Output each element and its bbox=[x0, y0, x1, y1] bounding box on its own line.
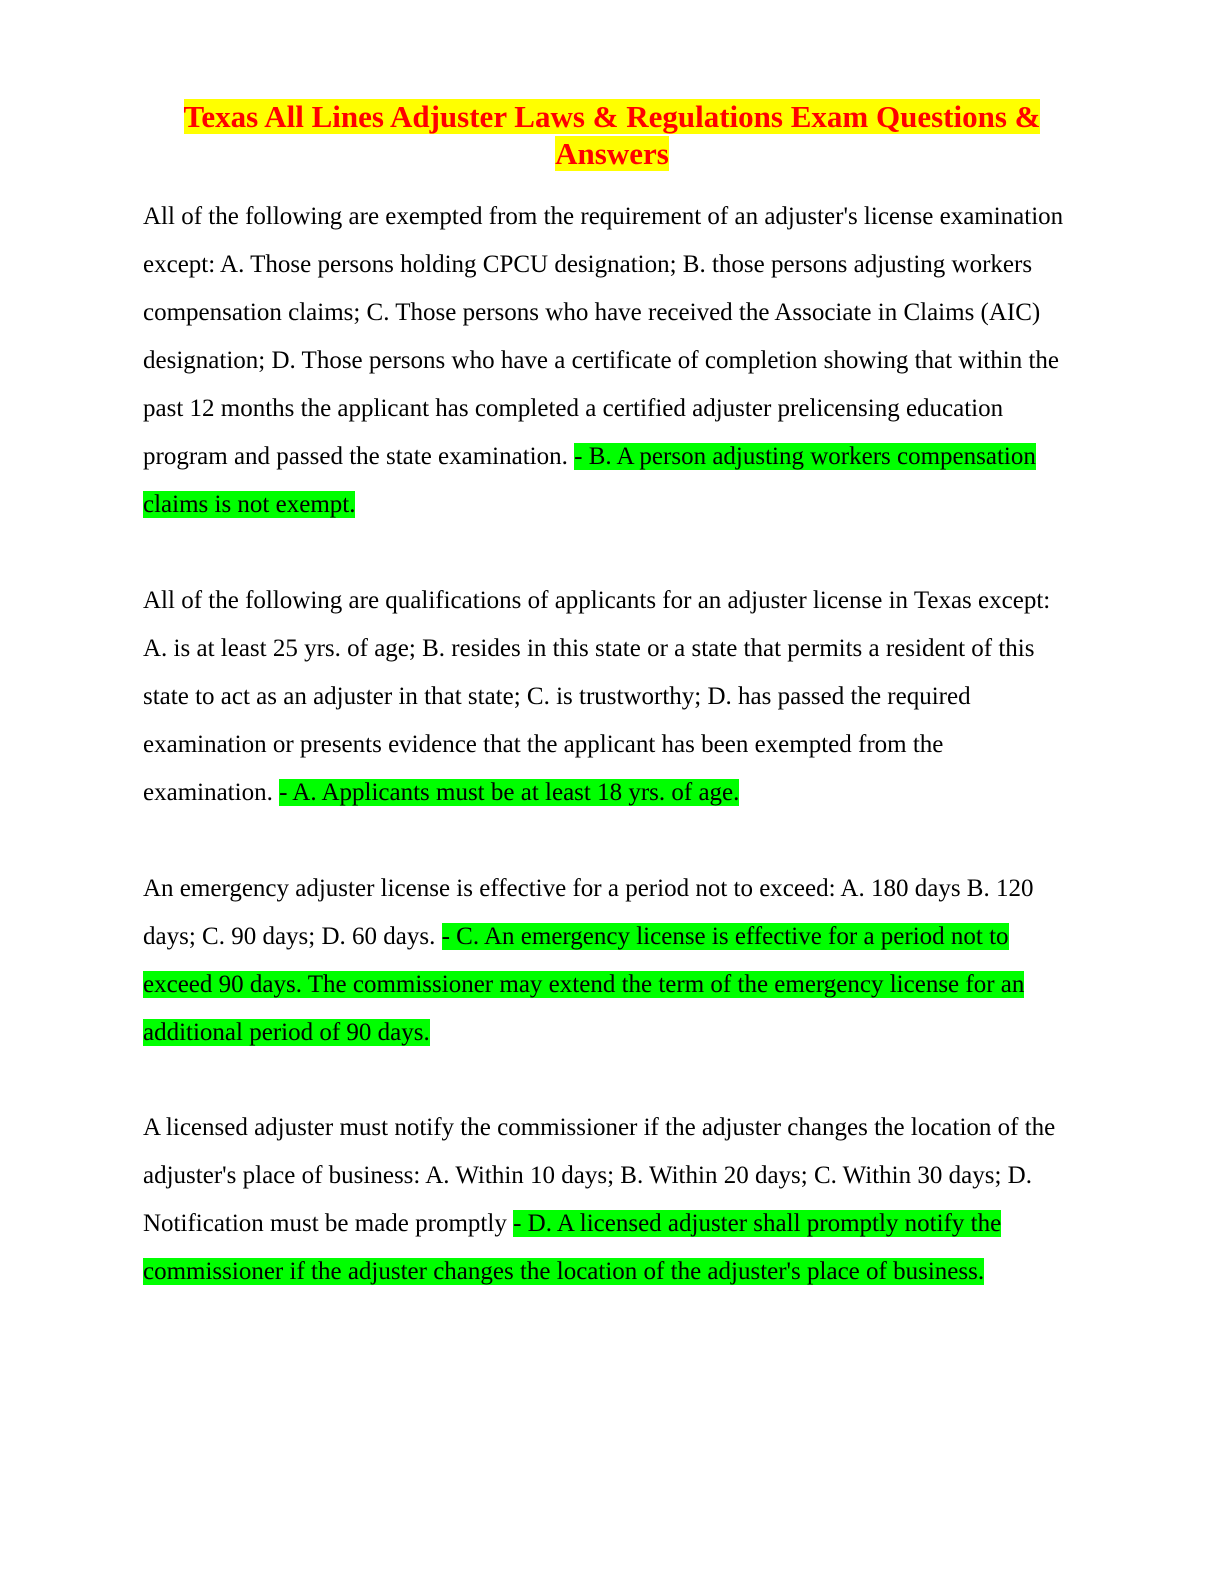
answer-text-3: - C. An emergency license is effective for a period not to exceed 90 days. The commissioner may extend the term of the emergency license for an additional period of 90 days. bbox=[143, 923, 1025, 1046]
question-text-1: All of the following are exempted from the requirement of an adjuster's license examination except: A. Those persons holding CPCU designation; B. those persons adjusting workers compensation claims; C. Those persons who have received the Associate in Claims (AIC) designation; D. Those persons who have a certificate of completion showing that within the past 12 months the applicant has completed a certified adjuster prelicensing education program and passed the state examination. bbox=[143, 203, 1064, 470]
qa-item-4 bbox=[143, 1104, 1078, 1296]
document-title-text: Texas All Lines Adjuster Laws & Regulations Exam Questions & Answers bbox=[183, 99, 1041, 171]
answer-text-2: - A. Applicants must be at least 18 yrs. of age. bbox=[279, 779, 740, 806]
qa-item-3 bbox=[143, 865, 1078, 1057]
document-title bbox=[130, 98, 1094, 172]
answer-text-4: - D. A licensed adjuster shall promptly notify the commissioner if the adjuster changes the location of the adjuster's place of business. bbox=[143, 1210, 1002, 1285]
question-text-4: A licensed adjuster must notify the commissioner if the adjuster changes the location of the adjuster's place of business: A. Within 10 days; B. Within 20 days; C. Within 30 days; D. Notification must be made promptly bbox=[143, 1114, 1056, 1237]
question-text-3: An emergency adjuster license is effective for a period not to exceed: A. 180 days B. 120 days; C. 90 days; D. 60 days. bbox=[143, 875, 1034, 950]
qa-item-2 bbox=[143, 577, 1078, 817]
answer-text-1: - B. A person adjusting workers compensation claims is not exempt. bbox=[143, 443, 1036, 518]
qa-item-1 bbox=[143, 193, 1078, 529]
question-text-2: All of the following are qualifications of applicants for an adjuster license in Texas except: A. is at least 25 yrs. of age; B. resides in this state or a state that permits a resident of this state to act as an adjuster in that state; C. is trustworthy; D. has passed the required examination or presents evidence that the applicant has been exempted from the examination. bbox=[143, 587, 1051, 806]
